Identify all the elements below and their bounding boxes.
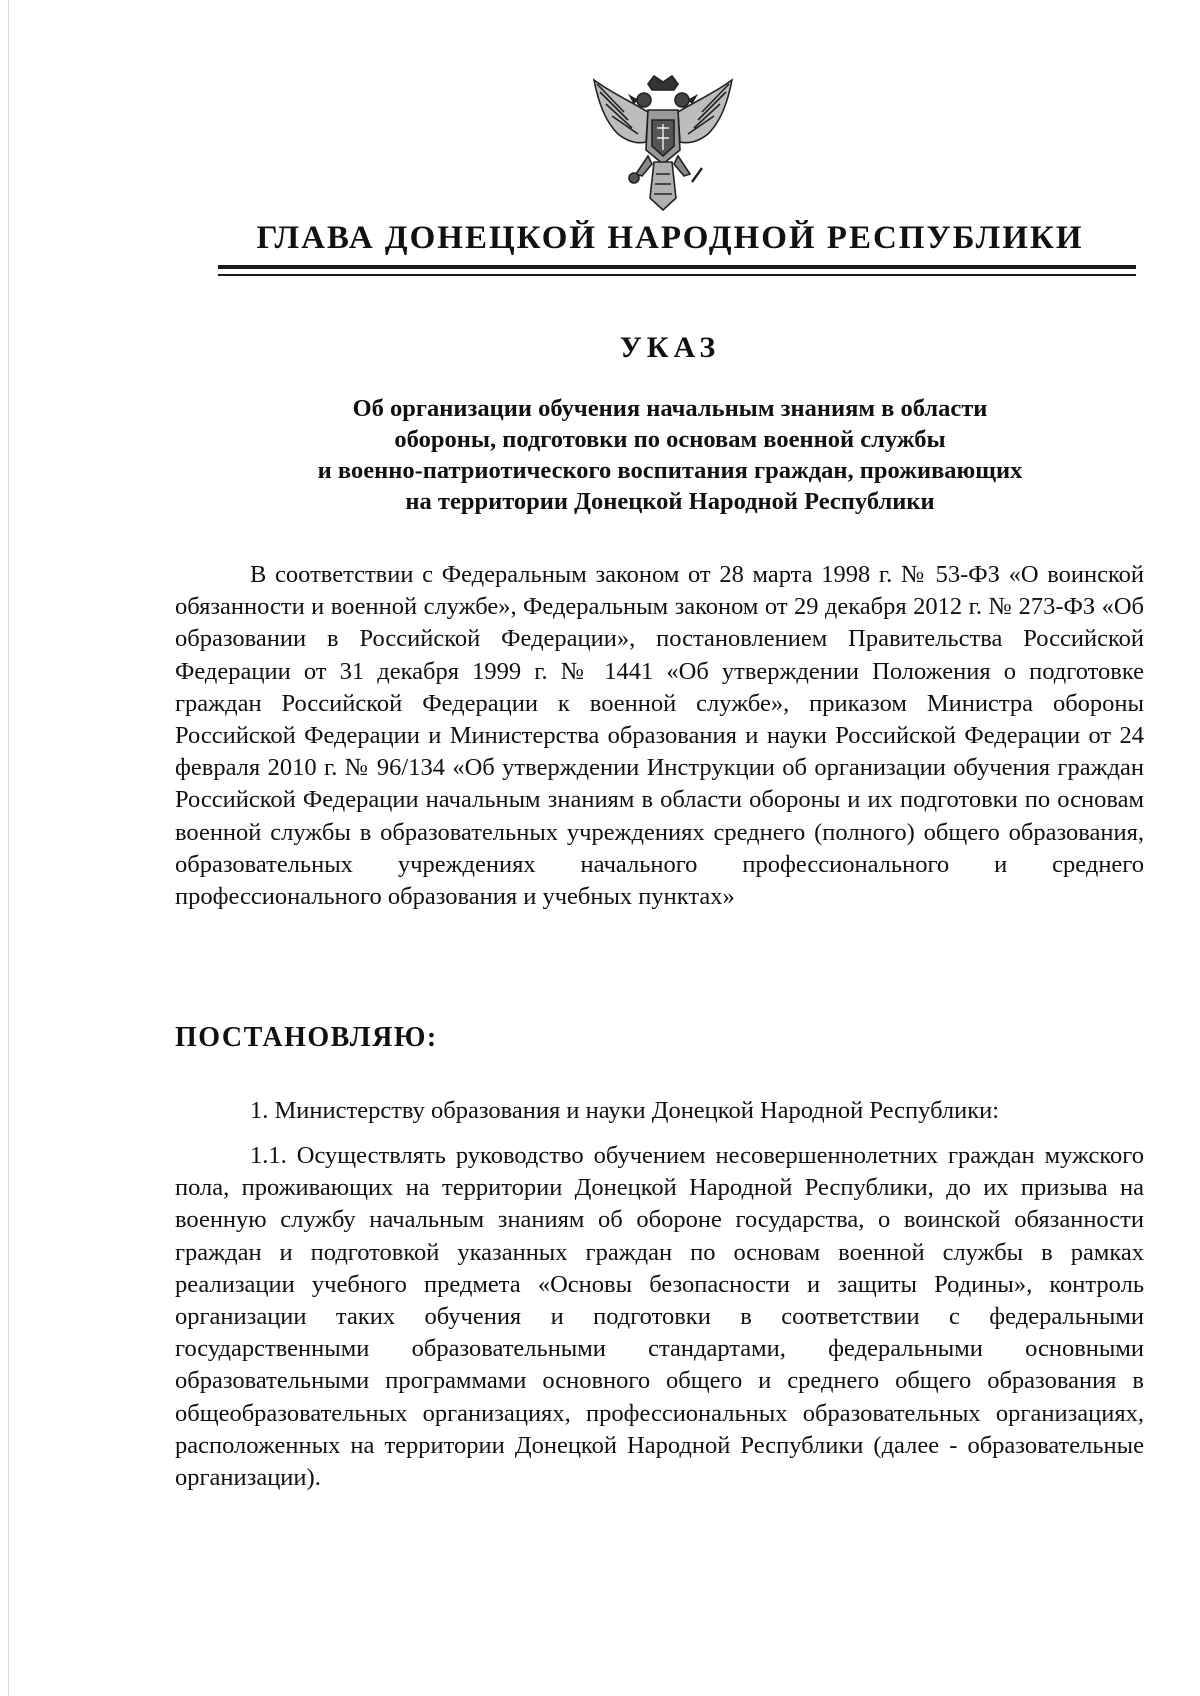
document-title-line: обороны, подготовки по основам военной службы [394, 426, 946, 453]
header-rule-thin [218, 274, 1136, 276]
document-title-line: на территории Донецкой Народной Республики [405, 488, 935, 515]
decree-heading: ПОСТАНОВЛЯЮ: [175, 1022, 438, 1053]
header-rule-thick [218, 265, 1136, 269]
preamble-paragraph: В соответствии с Федеральным законом от 28 марта 1998 г. № 53-ФЗ «О воинской обязанности и военной службе», Федеральным законом от 29 декабря 2012 г. № 273-ФЗ «Об образовании в Российской Федерации», постановлением Правительства Российской Федерации от 31 декабря 1999 г. № 1441 «Об утверждении Положения о подготовке граждан Российской Федерации к военной службе», приказом Министра обороны Российской Федерации и Министерства образования и науки Российской Федерации от 24 февраля 2010 г. № 96/134 «Об утверждении Инструкции об организации обучения граждан Российской Федерации начальным знаниям в области обороны и их подготовки по основам военной службы в образовательных учреждениях среднего (полного) общего образования, образовательных учреждениях начального профессионального и среднего профессионального образования и учебных пунктах» [175, 561, 1144, 911]
decree-item-1: 1. Министерству образования и науки Донецкой Народной Республики: [250, 1097, 1000, 1124]
issuing-authority-heading: ГЛАВА ДОНЕЦКОЙ НАРОДНОЙ РЕСПУБЛИКИ [256, 220, 1084, 256]
document-type-heading: УКАЗ [619, 331, 721, 364]
document-title-line: Об организации обучения начальным знаниям в области [352, 395, 988, 422]
double-headed-eagle-icon [588, 70, 738, 218]
document-title-line: и военно-патриотического воспитания граждан, проживающих [317, 457, 1023, 484]
decree-item-1-1: 1.1. Осуществлять руководство обучением несовершеннолетних граждан мужского пола, проживающих на территории Донецкой Народной Республики, до их призыва на военную службу начальным знаниям об обороне государства, о воинской обязанности граждан и подготовкой указанных граждан по основам военной службы в рамках реализации учебного предмета «Основы безопасности и защиты Родины», контроль организации таких обучения и подготовки в соответствии с федеральными государственными образовательными стандартами, федеральными основными образовательными программами основного общего и среднего общего образования в общеобразовательных организациях, профессиональных образовательных организациях, расположенных на территории Донецкой Народной Республики (далее - образовательные организации). [175, 1142, 1144, 1492]
scan-edge-line [8, 0, 9, 1696]
document-title [210, 393, 1130, 517]
